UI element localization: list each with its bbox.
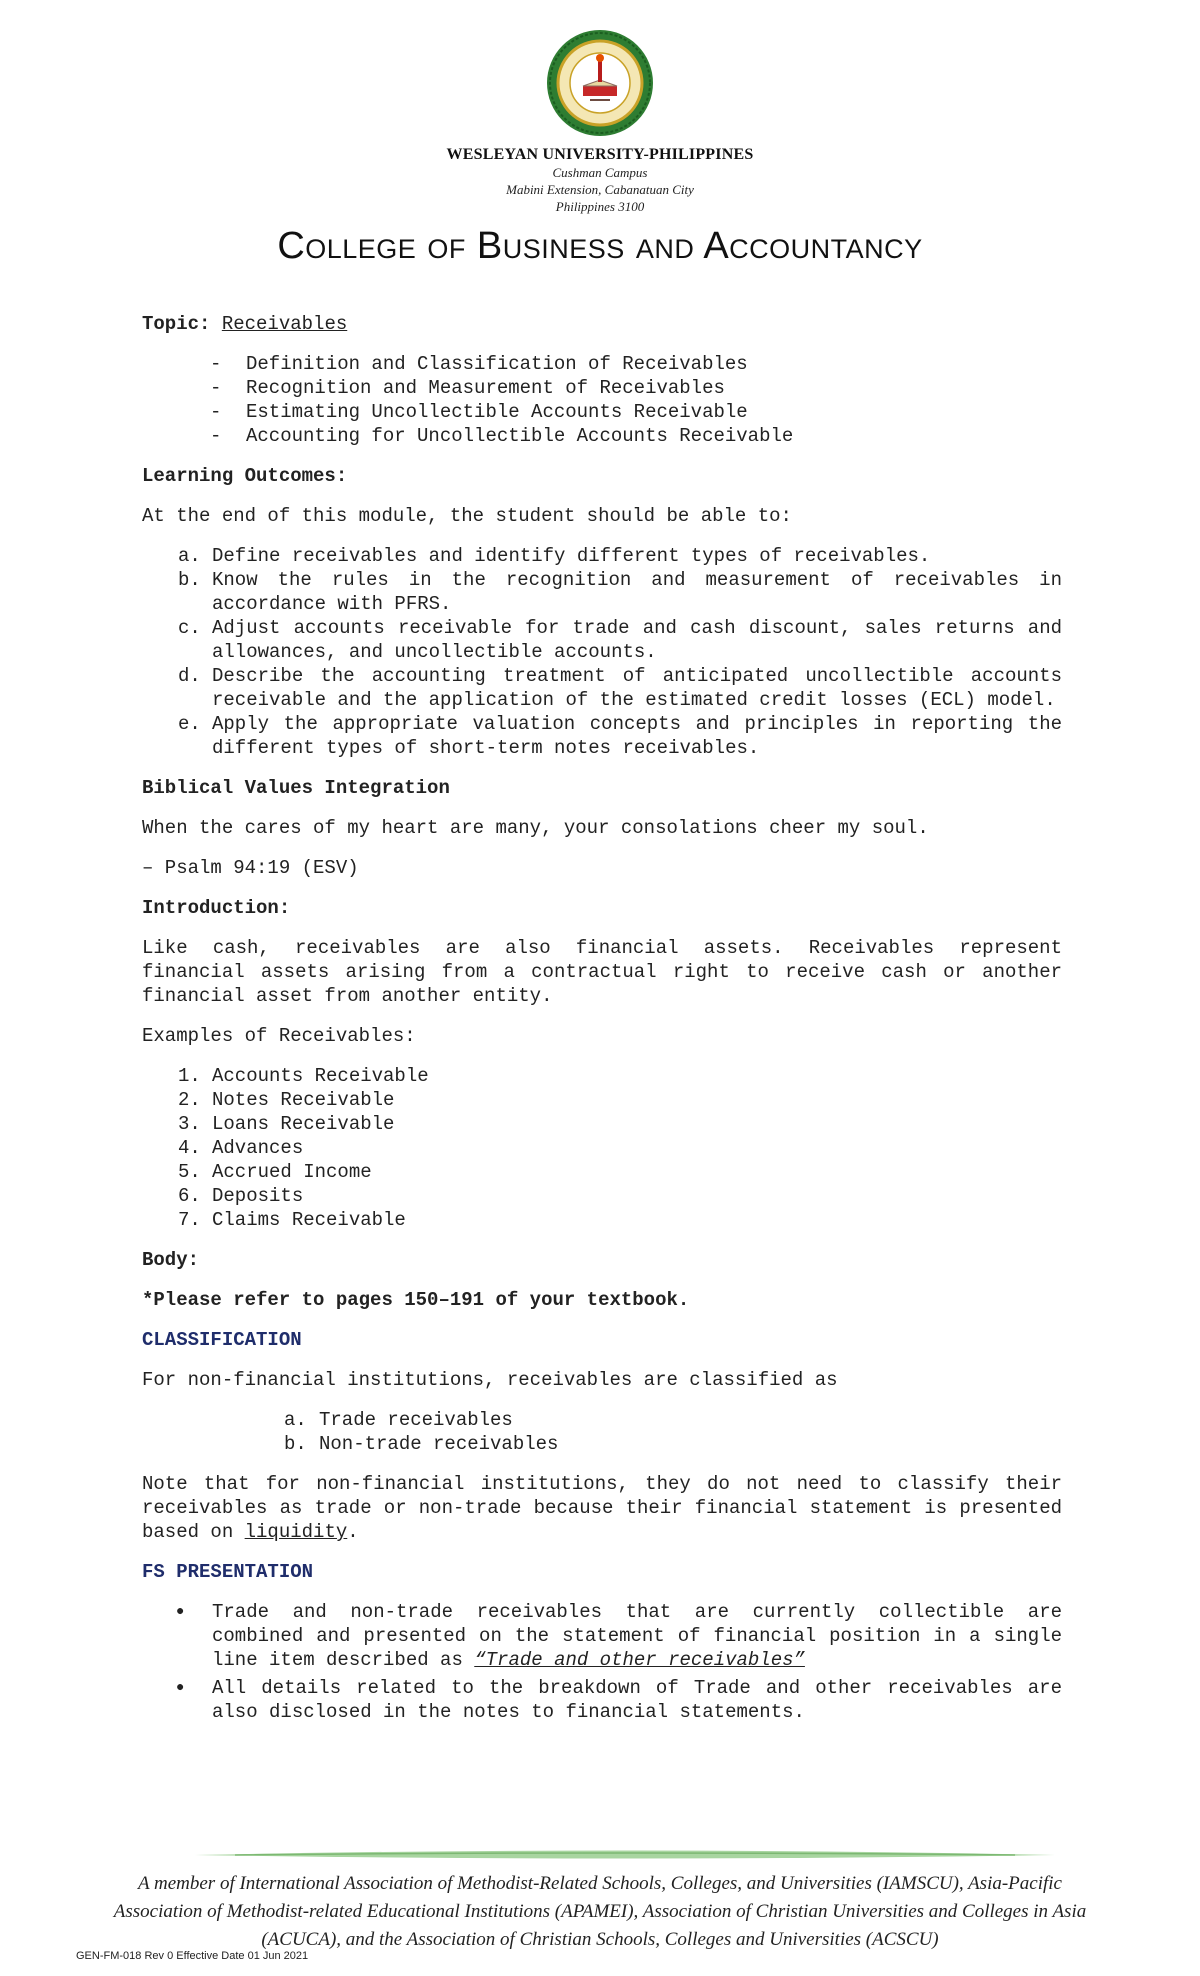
campus-address: Mabini Extension, Cabanatuan City xyxy=(506,182,694,197)
list-marker: 6. xyxy=(178,1185,201,1207)
list-item xyxy=(142,1432,1062,1456)
list-marker: d. xyxy=(178,665,201,687)
letterhead xyxy=(0,28,1200,268)
list-item xyxy=(142,1600,1062,1672)
list-item xyxy=(142,544,1062,568)
bible-verse: When the cares of my heart are many, your consolations cheer my soul. xyxy=(142,817,929,839)
list-item xyxy=(142,616,1062,664)
list-item: - Recognition and Measurement of Receivables xyxy=(210,376,1062,400)
list-item: - Definition and Classification of Receivables xyxy=(210,352,1062,376)
list-marker: b. xyxy=(178,569,201,591)
introduction-heading: Introduction: xyxy=(142,897,291,919)
topic-subtopics xyxy=(210,352,1062,448)
list-marker: 1. xyxy=(178,1065,201,1087)
college-title: College of Business and Accountancy xyxy=(277,225,923,267)
bullet-icon: ● xyxy=(176,1680,185,1696)
examples-list xyxy=(142,1064,1062,1232)
classification-intro: For non-financial institutions, receivables are classified as xyxy=(142,1369,838,1391)
liquidity-term: liquidity xyxy=(244,1521,348,1543)
list-marker: c. xyxy=(178,617,201,639)
list-item: - Accounting for Uncollectible Accounts Receivable xyxy=(210,424,1062,448)
list-item-text: Adjust accounts receivable for trade and cash discount, sales returns and allowances, and uncollectible accounts. xyxy=(212,617,1062,663)
list-item xyxy=(142,664,1062,712)
list-item-text: All details related to the breakdown of Trade and other receivables are also disclosed in the notes to financial statements. xyxy=(212,1677,1062,1723)
university-name: WESLEYAN UNIVERSITY-PHILIPPINES xyxy=(446,146,754,163)
list-item xyxy=(142,1676,1062,1724)
bible-reference: – Psalm 94:19 (ESV) xyxy=(142,857,359,879)
list-item xyxy=(142,1064,1062,1088)
bullet-icon: ● xyxy=(176,1604,185,1620)
list-item-text: Notes Receivable xyxy=(212,1089,395,1111)
classification-list xyxy=(142,1408,1062,1456)
list-item-text: Non-trade receivables xyxy=(319,1433,559,1455)
list-item-text: Describe the accounting treatment of anticipated uncollectible accounts receivable and the application of the estimated credit losses (ECL) model. xyxy=(212,665,1062,711)
list-item xyxy=(142,1136,1062,1160)
list-item xyxy=(142,1160,1062,1184)
list-item-text: Know the rules in the recognition and measurement of receivables in accordance with PFRS. xyxy=(212,569,1062,615)
list-marker: 4. xyxy=(178,1137,201,1159)
campus-country: Philippines 3100 xyxy=(555,199,645,214)
membership-statement: A member of International Association of Methodist-Related Schools, Colleges, and Universities (IAMSCU), Asia-Pacific Association of Methodist-related Educational Institutions (APAMEI), Association of Christian Universities and Colleges in Asia (ACUCA), and the Association of Christian Schools, Colleges and Universities (ACSCU) xyxy=(113,1873,1087,1950)
fs-presentation-list xyxy=(142,1600,1062,1724)
list-marker: 2. xyxy=(178,1089,201,1111)
list-marker: a. xyxy=(178,545,201,567)
list-marker: b. xyxy=(284,1433,307,1455)
list-item-text: Deposits xyxy=(212,1185,304,1207)
list-item-text: Trade receivables xyxy=(319,1409,513,1431)
list-marker: e. xyxy=(178,713,201,735)
list-marker: 7. xyxy=(178,1209,201,1231)
examples-label: Examples of Receivables: xyxy=(142,1025,416,1047)
form-code: GEN-FM-018 Rev 0 Effective Date 01 Jun 2021 xyxy=(76,1950,309,1962)
list-item-text: Accounts Receivable xyxy=(212,1065,429,1087)
fs-presentation-heading: FS PRESENTATION xyxy=(142,1561,314,1583)
classification-heading: CLASSIFICATION xyxy=(142,1329,302,1351)
campus-name: Cushman Campus xyxy=(552,165,648,180)
list-item xyxy=(142,712,1062,760)
list-item xyxy=(142,1184,1062,1208)
learning-outcomes-heading: Learning Outcomes: xyxy=(142,465,348,487)
list-item-text: Apply the appropriate valuation concepts and principles in reporting the different types of short-term notes receivables. xyxy=(212,713,1062,759)
list-item-text: Loans Receivable xyxy=(212,1113,395,1135)
list-item xyxy=(142,1088,1062,1112)
list-item xyxy=(142,1112,1062,1136)
module-content xyxy=(142,312,1062,1728)
list-marker: a. xyxy=(284,1409,307,1431)
list-marker: 3. xyxy=(178,1113,201,1135)
list-item xyxy=(142,1208,1062,1232)
biblical-values-heading: Biblical Values Integration xyxy=(142,777,450,799)
learning-outcomes-list xyxy=(142,544,1062,760)
list-item: - Estimating Uncollectible Accounts Receivable xyxy=(210,400,1062,424)
topic-line xyxy=(142,312,1062,336)
trade-and-other-receivables-term: “Trade and other receivables” xyxy=(474,1649,805,1671)
classification-note xyxy=(142,1472,1062,1544)
list-item-text: Accrued Income xyxy=(212,1161,372,1183)
classification-note-text: Note that for non-financial institutions, they do not need to classify their receivables as trade or non-trade because their financial statement is presented based on xyxy=(142,1473,1062,1543)
introduction-text: Like cash, receivables are also financial assets. Receivables represent financial assets arising from a contractual right to receive cash or another financial asset from another entity. xyxy=(142,937,1062,1007)
learning-outcomes-intro: At the end of this module, the student should be able to: xyxy=(142,505,792,527)
list-item-text: Trade and non-trade receivables that are currently collectible are combined and presented on the statement of financial position in a single line item described as xyxy=(212,1601,1062,1671)
list-item-text: Advances xyxy=(212,1137,304,1159)
body-heading: Body: xyxy=(142,1249,200,1271)
list-item xyxy=(142,1408,1062,1432)
textbook-reference: *Please refer to pages 150–191 of your textbook. xyxy=(142,1289,690,1311)
topic-value: Receivables xyxy=(221,313,348,335)
list-item xyxy=(142,568,1062,616)
list-item-text: Define receivables and identify different types of receivables. xyxy=(212,545,931,567)
topic-label: Topic: xyxy=(142,313,211,335)
footer-divider xyxy=(195,1848,1055,1862)
university-seal-logo xyxy=(545,28,655,138)
list-item-text: Claims Receivable xyxy=(212,1209,406,1231)
classification-note-end: . xyxy=(347,1521,359,1543)
list-marker: 5. xyxy=(178,1161,201,1183)
